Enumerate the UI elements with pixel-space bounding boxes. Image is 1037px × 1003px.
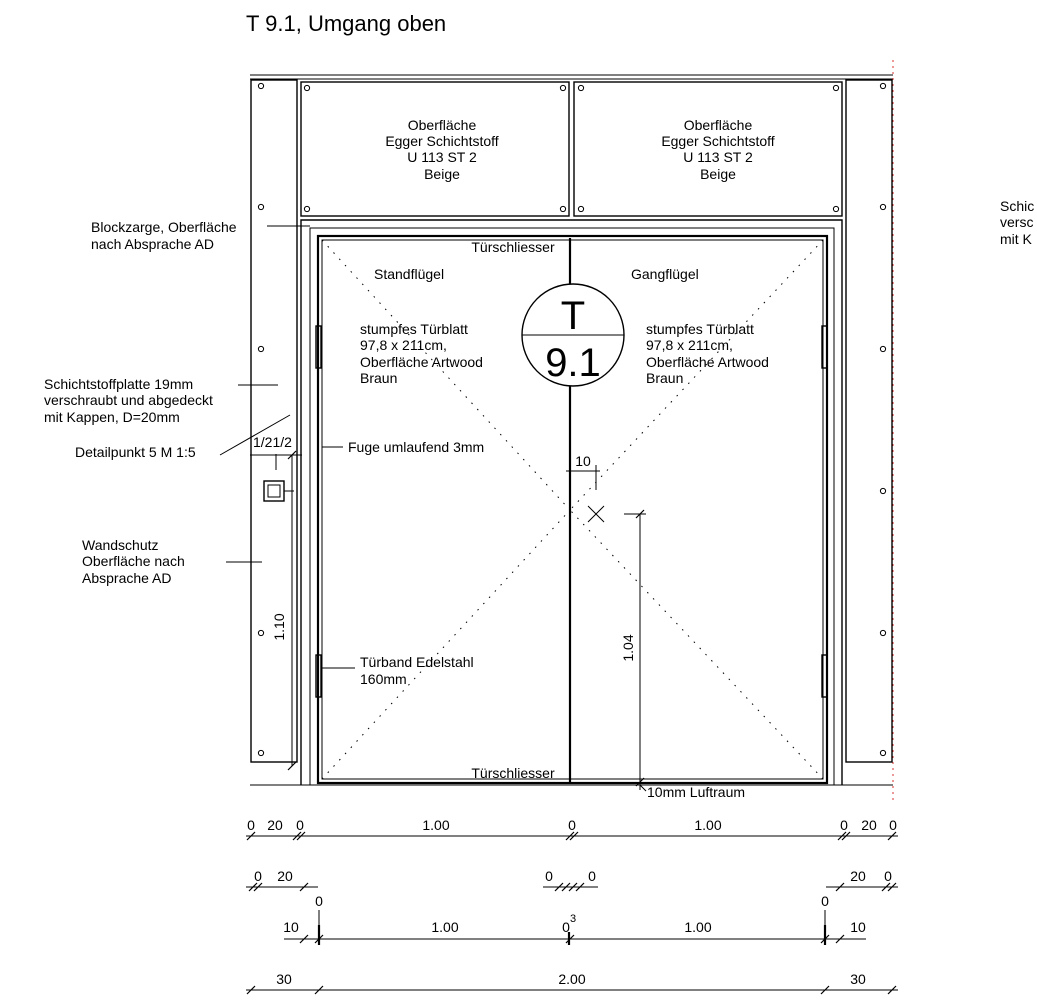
panel-left-line-4: Beige xyxy=(424,166,460,182)
dimension-row-4 xyxy=(246,971,898,994)
panel-right-line-4: Beige xyxy=(700,166,736,182)
right-panel-screws xyxy=(880,83,885,755)
panel-right-line-3: U 113 ST 2 xyxy=(683,149,753,165)
badge-number: 9.1 xyxy=(545,341,601,385)
leaf-right-desc-4: Braun xyxy=(646,370,684,386)
dim-r3-5: 1.00 xyxy=(684,919,712,935)
panel-left-line-1: Oberfläche xyxy=(407,117,477,133)
blockzarge-annotation xyxy=(91,219,310,252)
hinge-annotation xyxy=(322,654,474,687)
wandschutz-line-3: Absprache AD xyxy=(82,570,172,586)
leaf-right-desc-3: Oberfläche Artwood xyxy=(646,354,769,370)
dim-r1-3: 1.00 xyxy=(422,817,450,833)
dim-r3-1: 0 xyxy=(315,893,323,909)
schichtstoff-line-2: verschraubt und abgedeckt xyxy=(44,392,213,408)
hinge-label-2: 160mm xyxy=(360,671,407,687)
leaf-left-desc-3: Oberfläche Artwood xyxy=(360,354,483,370)
door-id-badge xyxy=(522,284,624,386)
dim-r1-0: 0 xyxy=(247,817,255,833)
dim-r2-5: 0 xyxy=(884,868,892,884)
leaf-left-description xyxy=(360,321,483,386)
leaf-right-desc-1: stumpfes Türblatt xyxy=(646,321,754,337)
dim-r3-2: 1.00 xyxy=(431,919,459,935)
wandschutz-annotation xyxy=(82,537,262,586)
detailpunkt-label: Detailpunkt 5 M 1:5 xyxy=(75,444,196,460)
small-top-dim: 1/21/2 xyxy=(253,434,292,450)
closer-top-label: Türschliesser xyxy=(471,239,555,255)
dim-r2-4: 20 xyxy=(850,868,866,884)
upper-panel-left xyxy=(301,82,569,216)
dim-r3-3: 0 xyxy=(562,919,570,935)
top-reference-lines xyxy=(250,60,893,800)
dim-r3-7: 10 xyxy=(850,919,866,935)
handle-offset-label: 10 xyxy=(575,453,591,469)
dim-r1-2: 0 xyxy=(296,817,304,833)
leaf-right-description xyxy=(646,321,769,386)
right-cut-annotation xyxy=(1000,198,1034,247)
blockzarge-line-1: Blockzarge, Oberfläche xyxy=(91,219,237,235)
dim-r1-6: 0 xyxy=(840,817,848,833)
dim-r1-5: 1.00 xyxy=(694,817,722,833)
right-cut-line-3: mit K xyxy=(1000,231,1032,247)
closer-bottom-label: Türschliesser xyxy=(471,765,555,781)
dim-r2-3: 0 xyxy=(588,868,596,884)
dim-r2-0: 0 xyxy=(254,868,262,884)
dim-r1-4: 0 xyxy=(568,817,576,833)
dim-r3-4: 3 xyxy=(569,913,577,925)
left-panel-screws xyxy=(258,83,263,755)
upper-panel-right xyxy=(574,82,842,216)
height-dimension-right xyxy=(620,510,745,800)
schichtstoff-line-3: mit Kappen, D=20mm xyxy=(44,409,180,425)
wandschutz-line-2: Oberfläche nach xyxy=(82,553,185,569)
dimension-row-3 xyxy=(283,893,866,945)
right-cut-line-1: Schic xyxy=(1000,198,1035,214)
leaf-left-desc-1: stumpfes Türblatt xyxy=(360,321,468,337)
dimension-row-2 xyxy=(246,868,898,891)
leaf-left-desc-4: Braun xyxy=(360,370,398,386)
panel-right-line-1: Oberfläche xyxy=(683,117,753,133)
dimension-row-1 xyxy=(246,817,898,840)
dim-r1-8: 0 xyxy=(889,817,897,833)
right-wall-panel xyxy=(846,80,892,762)
right-cut-line-2: versc xyxy=(1000,214,1034,230)
wandschutz-line-1: Wandschutz xyxy=(82,537,159,553)
height-right-label: 1.04 xyxy=(620,634,636,662)
panel-left-line-2: Egger Schichtstoff xyxy=(385,133,499,149)
schichtstoff-line-1: Schichtstoffplatte 19mm xyxy=(44,376,194,392)
leaf-right-name: Gangflügel xyxy=(631,266,699,282)
dim-r1-1: 20 xyxy=(267,817,283,833)
leaf-left-desc-2: 97,8 x 211cm, xyxy=(360,337,447,353)
left-wall-panel xyxy=(251,80,297,762)
dim-r4-1: 2.00 xyxy=(558,971,586,987)
leaf-right-desc-2: 97,8 x 211cm, xyxy=(646,337,733,353)
dim-r4-0: 30 xyxy=(276,971,292,987)
dim-r1-7: 20 xyxy=(861,817,877,833)
dim-r3-6: 0 xyxy=(821,893,829,909)
blockzarge-line-2: nach Absprache AD xyxy=(91,236,214,252)
height-left-label: 1.10 xyxy=(271,613,287,641)
air-gap-label: 10mm Luftraum xyxy=(647,784,746,800)
joint-annotation xyxy=(322,439,484,455)
panel-right-line-2: Egger Schichtstoff xyxy=(661,133,775,149)
schichtstoff-annotation xyxy=(44,376,278,425)
hinge-label-1: Türband Edelstahl xyxy=(360,654,474,670)
drawing-title: T 9.1, Umgang oben xyxy=(246,11,447,36)
panel-left-line-3: U 113 ST 2 xyxy=(407,149,477,165)
dim-r3-0: 10 xyxy=(283,919,299,935)
leaf-left-name: Standflügel xyxy=(374,266,445,282)
height-dimension-left xyxy=(250,434,302,770)
dim-r4-2: 30 xyxy=(850,971,866,987)
badge-letter: T xyxy=(560,294,586,338)
dim-r2-1: 20 xyxy=(277,868,293,884)
dim-r2-2: 0 xyxy=(545,868,553,884)
joint-label: Fuge umlaufend 3mm xyxy=(348,439,485,455)
